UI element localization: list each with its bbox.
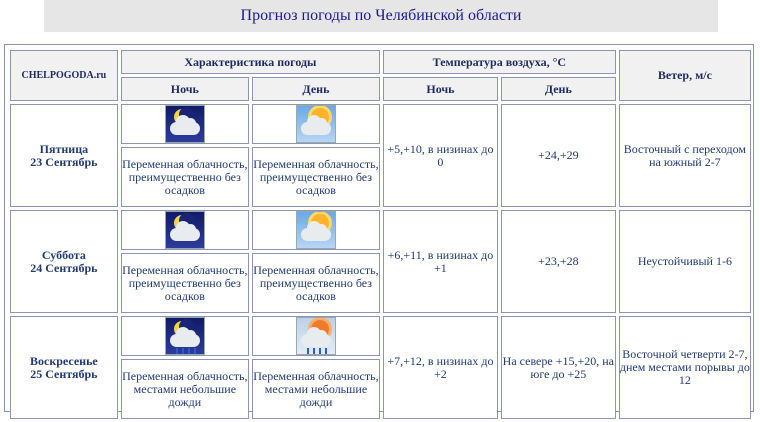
date: 25 Сентябрь — [30, 366, 98, 381]
day-desc: Переменная облачность, местами небольшие дожди — [252, 359, 380, 419]
temp-day: +23,+28 — [501, 210, 616, 313]
temp-night: +6,+11, в низинах до +1 — [383, 210, 498, 313]
day-icon-cell — [252, 210, 380, 250]
night-icon-cell — [121, 104, 249, 144]
partly-cloudy-night-icon — [165, 211, 205, 249]
site-name: CHELPOGODA.ru — [10, 50, 118, 101]
temp-night: +7,+12, в низинах до +2 — [383, 316, 498, 419]
forecast-table — [7, 47, 754, 422]
day-rain-icon — [296, 317, 336, 355]
day-cell — [10, 210, 118, 313]
temp-night: +5,+10, в низинах до 0 — [383, 104, 498, 207]
night-icon-cell — [121, 316, 249, 356]
day-desc: Переменная облачность, преимущественно без осадков — [252, 147, 380, 207]
night-rain-icon — [165, 317, 205, 355]
day-icon-cell — [252, 104, 380, 144]
night-desc: Переменная облачность, преимущественно без осадков — [121, 253, 249, 313]
temp-night-header: Ночь — [383, 77, 498, 101]
weekday: Воскресенье — [29, 353, 98, 368]
air-temp-header: Температура воздуха, °C — [383, 50, 616, 74]
char-night-header: Ночь — [121, 77, 249, 101]
wind-header: Ветер, м/с — [619, 50, 751, 101]
wind: Восточный с переходом на южный 2-7 — [619, 104, 751, 207]
night-icon-cell — [121, 210, 249, 250]
char-day-header: День — [252, 77, 380, 101]
day-cell — [10, 316, 118, 419]
temp-day-header: День — [501, 77, 616, 101]
partly-cloudy-day-icon — [296, 105, 336, 143]
wind: Неустойчивый 1-6 — [619, 210, 751, 313]
day-icon-cell — [252, 316, 380, 356]
page-title: Прогноз погоды по Челябинской области — [240, 7, 522, 24]
partly-cloudy-day-icon — [296, 211, 336, 249]
day-desc: Переменная облачность, преимущественно без осадков — [252, 253, 380, 313]
wind: Восточной четверти 2-7, днем местами порывы до 12 — [619, 316, 751, 419]
night-desc: Переменная облачность, преимущественно без осадков — [121, 147, 249, 207]
temp-day: На севере +15,+20, на юге до +25 — [501, 316, 616, 419]
temp-day: +24,+29 — [501, 104, 616, 207]
partly-cloudy-night-icon — [165, 105, 205, 143]
weather-char-header: Характеристика погоды — [121, 50, 380, 74]
date: 23 Сентябрь — [30, 154, 98, 169]
date: 24 Сентябрь — [30, 260, 98, 275]
night-desc: Переменная облачность, местами небольшие дожди — [121, 359, 249, 419]
weekday: Пятница — [39, 141, 89, 156]
title-bar — [44, 0, 718, 32]
weekday: Суббота — [41, 247, 86, 262]
day-cell — [10, 104, 118, 207]
